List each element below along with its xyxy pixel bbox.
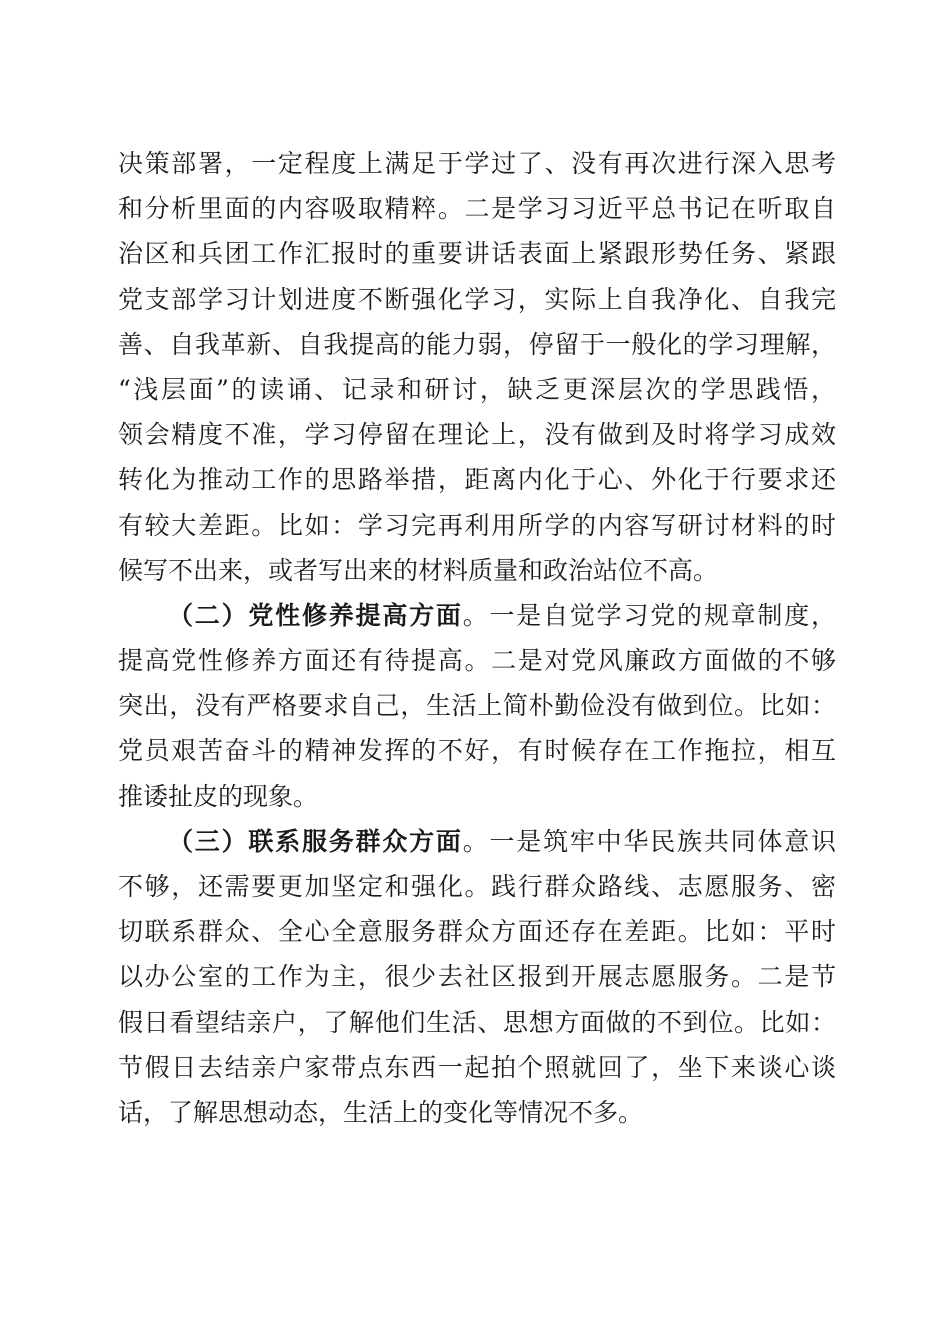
text-line: 提高党性修养方面还有待提高。二是对党风廉政方面做的不够 — [118, 646, 836, 676]
text-line: 突出，没有严格要求自己，生活上简朴勤俭没有做到位。比如： — [118, 691, 836, 721]
section-heading-rest: 。一是筑牢中华民族共同体意识 — [462, 826, 836, 856]
text-line: “浅层面”的读诵、记录和研讨，缺乏更深层次的学思践悟， — [118, 374, 836, 404]
section-first-line — [118, 819, 836, 864]
section-heading-rest: 。一是自觉学习党的规章制度， — [462, 600, 836, 630]
text-line: 推诿扯皮的现象。 — [118, 781, 319, 811]
text-line: 候写不出来，或者写出来的材料质量和政治站位不高。 — [118, 555, 719, 585]
text-line: 话，了解思想动态，生活上的变化等情况不多。 — [118, 1097, 644, 1127]
paragraph-serving-masses — [118, 819, 836, 1135]
text-line: 党支部学习计划进度不断强化学习，实际上自我净化、自我完 — [118, 284, 836, 314]
text-line: 切联系群众、全心全意服务群众方面还存在差距。比如：平时 — [118, 917, 836, 947]
text-line: 假日看望结亲户，了解他们生活、思想方面做的不到位。比如： — [118, 1007, 836, 1037]
text-line: 领会精度不准，学习停留在理论上，没有做到及时将学习成效 — [118, 420, 836, 450]
text-line: 不够，还需要更加坚定和强化。践行群众路线、志愿服务、密 — [118, 872, 836, 901]
paragraph-study-issues — [118, 141, 836, 593]
text-line: 以办公室的工作为主，很少去社区报到开展志愿服务。二是节 — [118, 962, 836, 992]
text-line: 有较大差距。比如：学习完再利用所学的内容写研讨材料的时 — [118, 510, 836, 540]
paragraph-party-spirit — [118, 593, 836, 819]
text-line: 节假日去结亲户家带点东西一起拍个照就回了，坐下来谈心谈 — [118, 1052, 836, 1082]
text-line: 治区和兵团工作汇报时的重要讲话表面上紧跟形势任务、紧跟 — [118, 239, 836, 269]
section-heading: （三）联系服务群众方面 — [168, 826, 463, 856]
text-line: 和分析里面的内容吸取精粹。二是学习习近平总书记在听取自 — [118, 194, 836, 224]
text-line: 决策部署，一定程度上满足于学过了、没有再次进行深入思考 — [118, 149, 836, 178]
text-line: 党员艰苦奋斗的精神发挥的不好，有时候存在工作拖拉，相互 — [118, 736, 836, 766]
text-line: 善、自我革新、自我提高的能力弱，停留于一般化的学习理解， — [118, 329, 836, 359]
document-body — [118, 141, 836, 1135]
text-line: 转化为推动工作的思路举措，距离内化于心、外化于行要求还 — [118, 465, 836, 495]
section-heading: （二）党性修养提高方面 — [168, 600, 463, 630]
section-first-line — [118, 593, 836, 638]
